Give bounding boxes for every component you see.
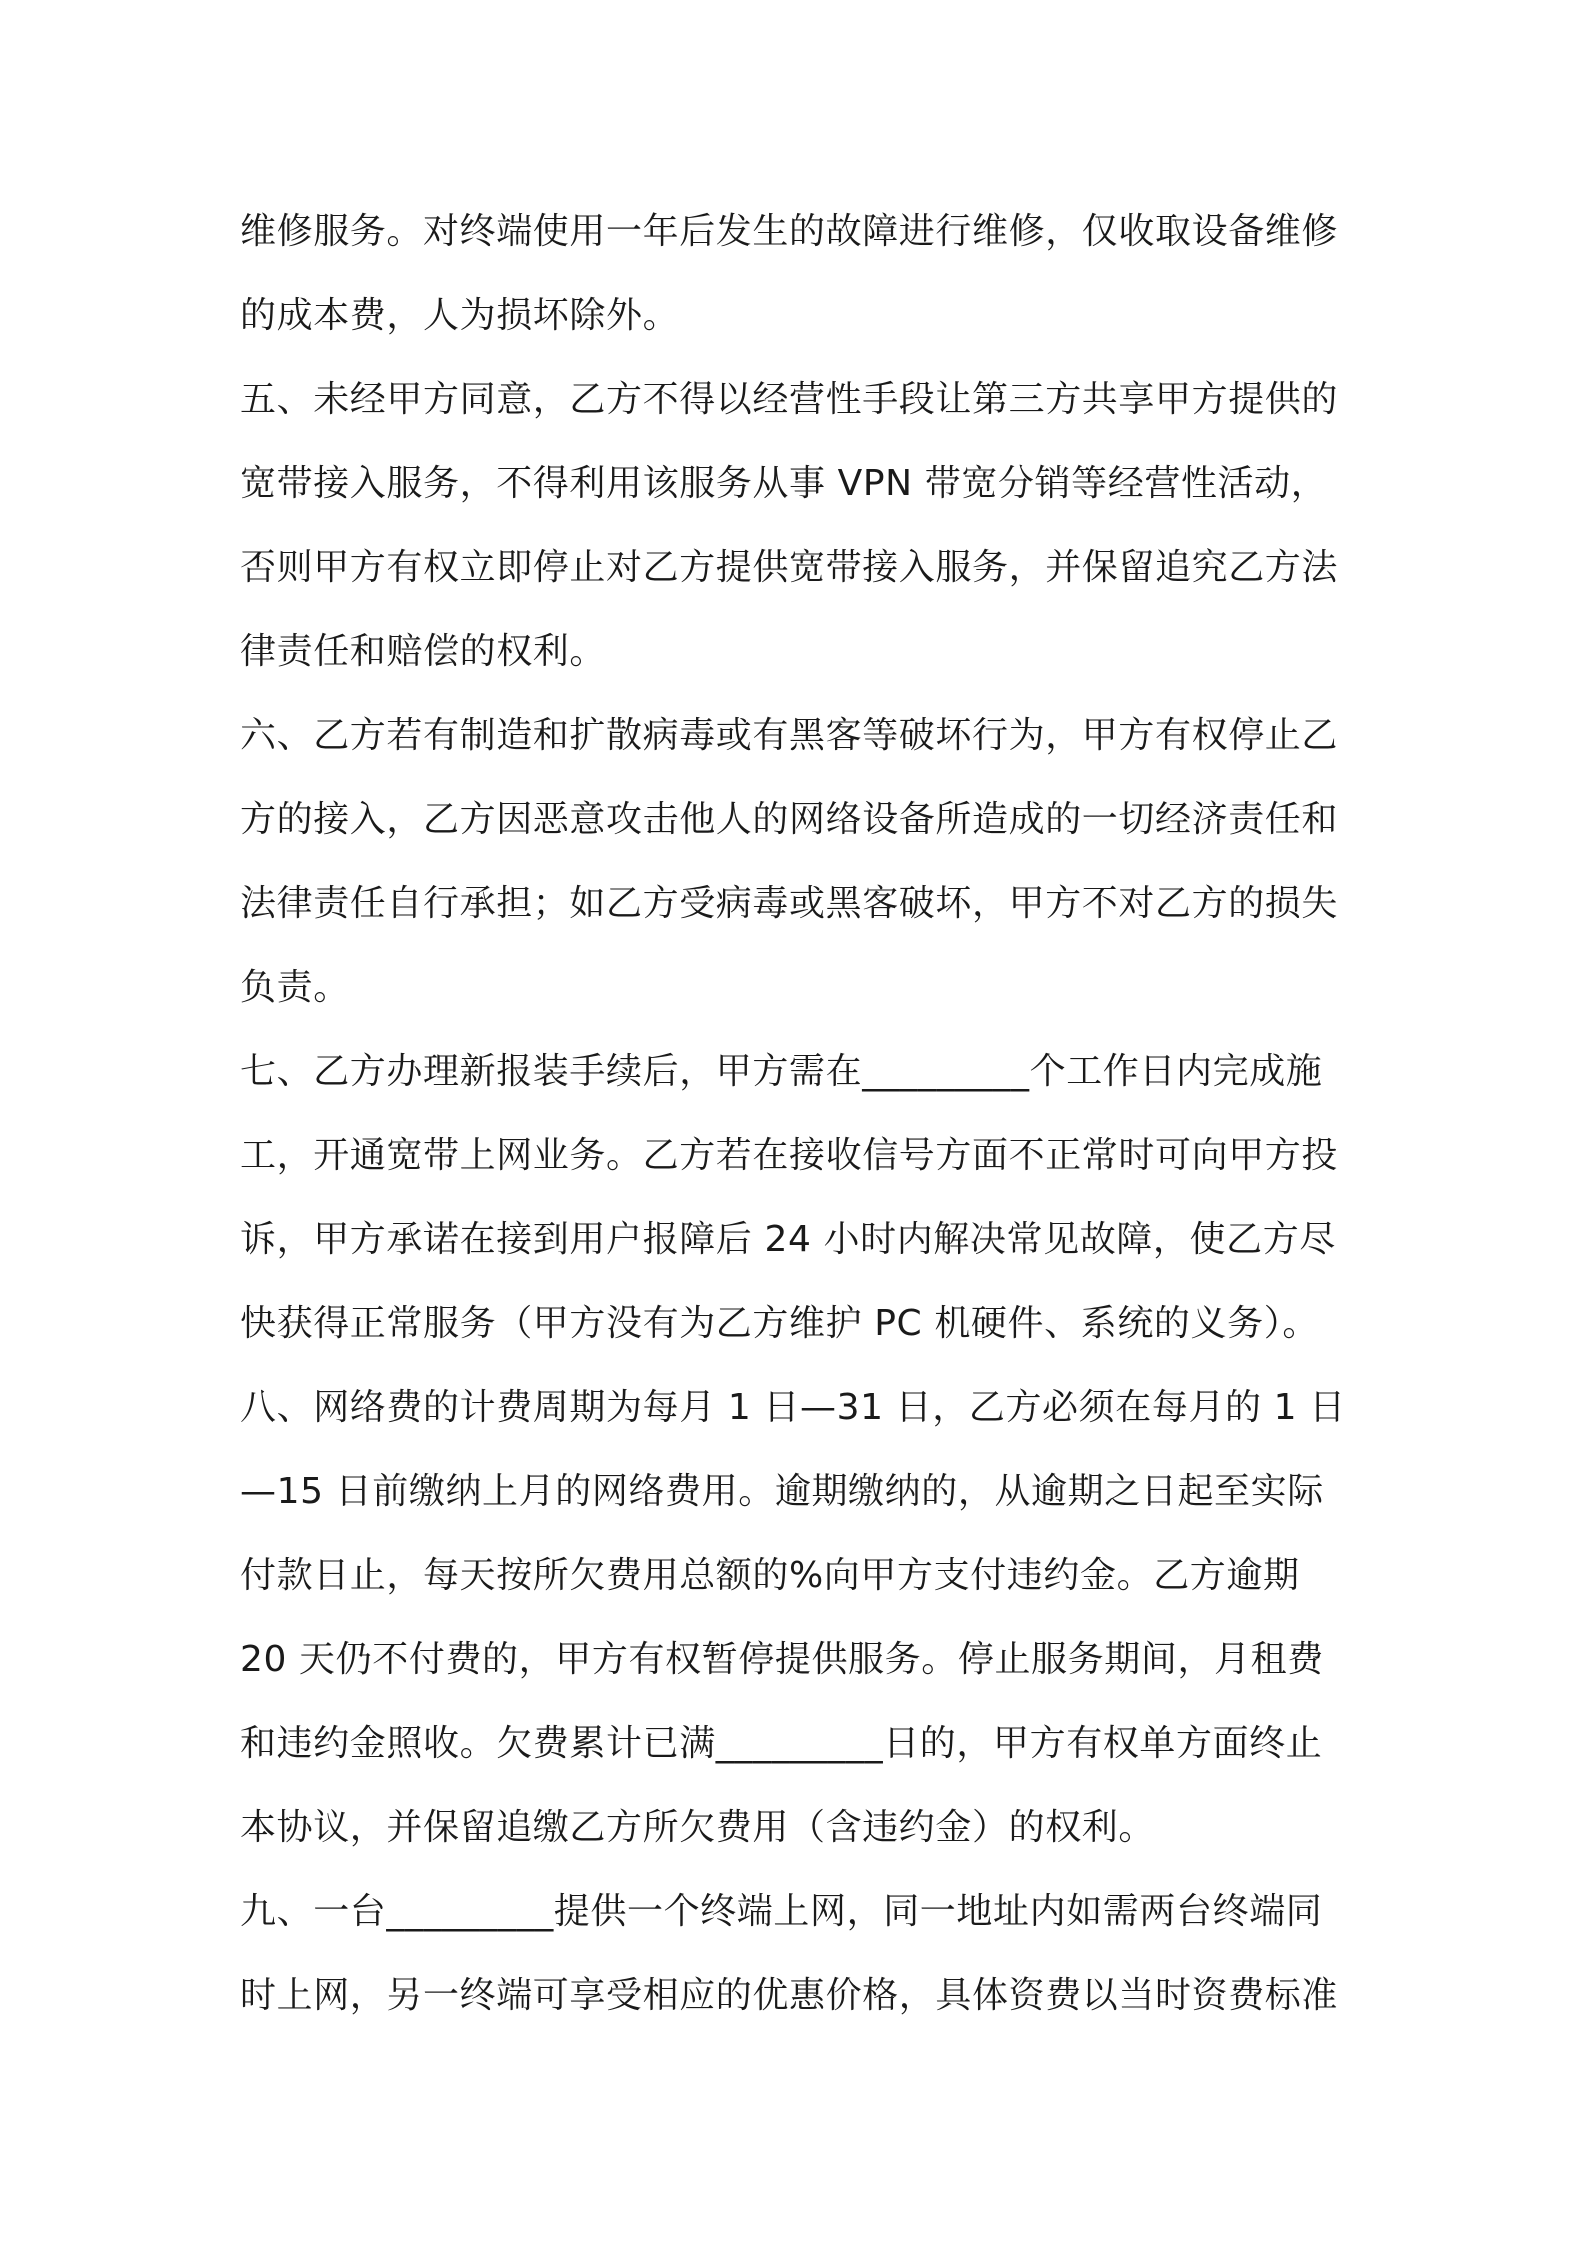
- text-line: 六、乙方若有制造和扩散病毒或有黑客等破坏行为，甲方有权停止乙: [240, 715, 1339, 756]
- text-line: 九、一台_________提供一个终端上网，同一地址内如需两台终端同: [240, 1891, 1323, 1932]
- text-line: 工，开通宽带上网业务。乙方若在接收信号方面不正常时可向甲方投: [240, 1135, 1339, 1176]
- text-line: —15 日前缴纳上月的网络费用。逾期缴纳的，从逾期之日起至实际: [240, 1471, 1324, 1512]
- text-line: 付款日止，每天按所欠费用总额的%向甲方支付违约金。乙方逾期: [240, 1555, 1300, 1596]
- text-line: 负责。: [240, 967, 350, 1008]
- text-line: 快获得正常服务（甲方没有为乙方维护 PC 机硬件、系统的义务）。: [240, 1303, 1319, 1344]
- text-line: 律责任和赔偿的权利。: [240, 631, 607, 672]
- text-line: 宽带接入服务，不得利用该服务从事 VPN 带宽分销等经营性活动，: [240, 463, 1328, 504]
- text-line: 维修服务。对终端使用一年后发生的故障进行维修，仅收取设备维修: [240, 211, 1339, 252]
- text-line: 时上网，另一终端可享受相应的优惠价格，具体资费以当时资费标准: [240, 1975, 1339, 2016]
- text-line: 五、未经甲方同意，乙方不得以经营性手段让第三方共享甲方提供的: [240, 379, 1339, 420]
- text-line: 和违约金照收。欠费累计已满_________日的，甲方有权单方面终止: [240, 1723, 1323, 1764]
- text-line: 诉，甲方承诺在接到用户报障后 24 小时内解决常见故障，使乙方尽: [240, 1219, 1336, 1260]
- text-line: 的成本费，人为损坏除外。: [240, 295, 680, 336]
- text-line: 本协议，并保留追缴乙方所欠费用（含违约金）的权利。: [240, 1807, 1156, 1848]
- text-line: 七、乙方办理新报装手续后，甲方需在_________个工作日内完成施: [240, 1051, 1323, 1092]
- text-line: 法律责任自行承担；如乙方受病毒或黑客破坏，甲方不对乙方的损失: [240, 883, 1339, 924]
- text-line: 20 天仍不付费的，甲方有权暂停提供服务。停止服务期间，月租费: [240, 1639, 1324, 1680]
- body-text: [240, 190, 1360, 2038]
- text-line: 八、网络费的计费周期为每月 1 日—31 日，乙方必须在每月的 1 日: [240, 1387, 1346, 1428]
- text-line: 方的接入，乙方因恶意攻击他人的网络设备所造成的一切经济责任和: [240, 799, 1339, 840]
- text-line: 否则甲方有权立即停止对乙方提供宽带接入服务，并保留追究乙方法: [240, 547, 1339, 588]
